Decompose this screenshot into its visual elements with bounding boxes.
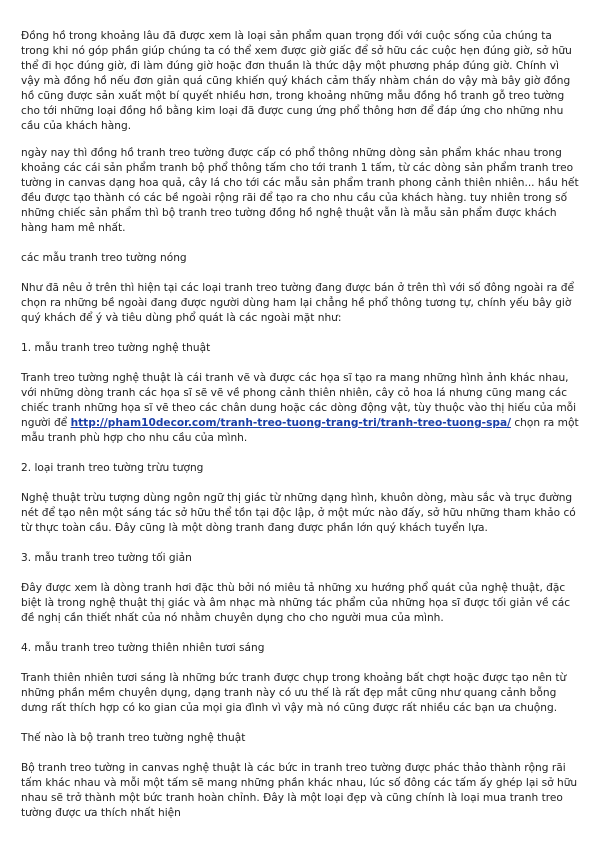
paragraph-art-style-text: Tranh treo tường nghệ thuật là cái tranh vẽ và được các họa sĩ tạo ra mang những hình ảnh khác nhau, với những dòng tranh các họa sĩ sẽ vẽ về phong cảnh thiên nhiên, cây cỏ hoa lá nhưng cũng mang các chiếc tranh những họa sĩ vẽ theo các chân dung hoặc các dòng động vật, tùy thuộc vào thị hiếu của mỗi người để — [21, 372, 577, 429]
paragraph-nature-style: Tranh thiên nhiên tươi sáng là những bức tranh được chụp trong khoảng bất chợt hoặc được tạo nên từ những phần mềm chuyên dụng, dạng tranh này có ưu thế là rất đẹp mắt cũng như quang cảnh bỗng dưng rất thích hợp có ko gian của mọi gia đình vì vậy mà nó cũng được rất nhiều các bạn ưa chuộng. — [21, 672, 567, 714]
heading-art-set: Thế nào là bộ tranh treo tường nghệ thuật — [21, 732, 246, 744]
paragraph-intro: Đồng hồ trong khoảng lâu đã được xem là loại sản phẩm quan trọng đối với cuộc sống của chúng ta trong khi nó góp phần giúp chúng ta có thể xem được giờ giấc để sở hữu các cuộc hẹn đúng giờ, sở hữu thể đi học đúng giờ, đi làm đúng giờ hoặc đơn thuần là thức dậy một phương pháp đúng giờ. Chính vì vậy mà đồng hồ nếu đơn giản quá cũng khiến quý khách cảm thấy nhàm chán do vậy mà bây giờ đồng hồ cũng được sản xuất một bí quyết nhiều hơn, trong khoảng những mẫu đồng hồ tranh gỗ treo tường cho tới những loại đồng hồ bằng kim loại đã được cung ứng phổ thông hơn để đáp ứng cho những nhu cầu của khách hàng. — [21, 30, 572, 132]
paragraph-art-set: Bộ tranh treo tường in canvas nghệ thuật là các bức in tranh treo tường được phác thảo thành rộng rãi tấm khác nhau và mỗi một tấm sẽ mang những phần khác nhau, lúc số đông các tấm ấy ghép lại sở hữu nhau sẽ trở thành một bức tranh hoàn chỉnh. Đây là một loại đẹp và cũng chính là loại mua tranh treo tường được ưa thích nhất hiện — [21, 762, 578, 819]
heading-art-style: 1. mẫu tranh treo tường nghệ thuật — [21, 342, 211, 354]
spa-painting-link[interactable]: http://pham10decor.com/tranh-treo-tuong-trang-tri/tranh-treo-tuong-spa/ — [70, 417, 511, 429]
heading-nature-style: 4. mẫu tranh treo tường thiên nhiên tươi sáng — [21, 642, 265, 654]
heading-abstract-style: 2. loại tranh treo tường trừu tượng — [21, 462, 204, 474]
document-page — [21, 29, 581, 821]
heading-hot-styles: các mẫu tranh treo tường nóng — [21, 252, 187, 264]
paragraph-minimal-style: Đây được xem là dòng tranh hơi đặc thù bởi nó miêu tả những xu hướng phổ quát của nghệ thuật, đặc biệt là trong nghệ thuật thị giác và âm nhạc mà những tác phẩm của những họa sĩ được tối giản về các đề nghị cần thiết nhất của nó nhằm chuyên dụng cho cho người mua của mình. — [21, 582, 571, 624]
paragraph-art-style — [21, 371, 581, 446]
paragraph-styles-intro: Như đã nêu ở trên thì hiện tại các loại tranh treo tường đang được bán ở trên thì với số đông ngoài ra để chọn ra những bề ngoài đang được người dùng ham lại chẳng hề phổ thông tương tự, chính yếu bây giờ quý khách để ý và tiêu dùng phổ quát là các ngoài mặt như: — [21, 282, 575, 324]
paragraph-overview: ngày nay thì đồng hồ tranh treo tường được cấp có phổ thông những dòng sản phẩm khác nhau trong khoảng các cái sản phẩm tranh bộ phổ thông tấm cho tới tranh 1 tấm, từ các dòng sản phẩm tranh treo tường in canvas dạng hoa quả, cây lá cho tới các mẫu sản phẩm tranh phong cảnh thiên nhiên... hầu hết đều được tạo thành có các bề ngoài rộng rãi để tạo ra cho nhu cầu của khách hàng. tuy nhiên trong số những chiếc sản phẩm thì bộ tranh treo tường đồng hồ nghệ thuật vẫn là mẫu sản phẩm được khách hàng ham mê nhất. — [21, 147, 579, 234]
paragraph-art-style-text-end: chọn ra một mẫu tranh phù hợp cho nhu cầu của mình. — [21, 417, 579, 444]
heading-minimal-style: 3. mẫu tranh treo tường tối giản — [21, 552, 192, 564]
paragraph-abstract-style: Nghệ thuật trừu tượng dùng ngôn ngữ thị giác từ những dạng hình, khuôn dòng, màu sắc và trục đường nét để tạo nên một sáng tác sở hữu thể tồn tại độc lập, ở một mức nào đấy, sở hữu những tham khảo có từ thực toàn cầu. Đây cũng là một dòng tranh đang được phần lớn quý khách tuyển lựa. — [21, 492, 576, 534]
